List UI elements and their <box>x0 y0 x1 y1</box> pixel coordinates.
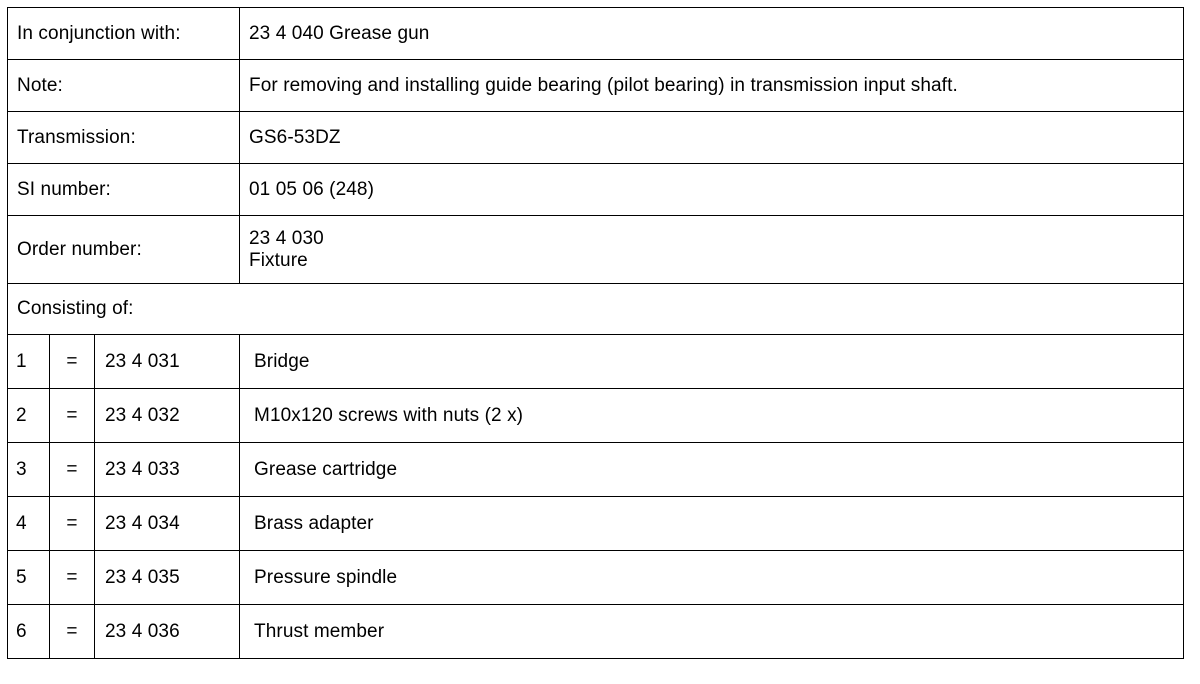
item-number: 5 <box>8 551 50 605</box>
order-number-value: 23 4 030 <box>249 227 324 249</box>
item-separator: = <box>50 335 95 389</box>
item-number: 3 <box>8 443 50 497</box>
table-row <box>8 605 1184 659</box>
tool-spec-table <box>7 7 1184 659</box>
table-row <box>8 335 1184 389</box>
table-row <box>8 551 1184 605</box>
order-name-value: Fixture <box>249 249 308 271</box>
label-si-number: SI number: <box>8 164 240 216</box>
value-si-number: 01 05 06 (248) <box>240 164 1184 216</box>
item-description: Brass adapter <box>240 497 1184 551</box>
row-consisting-of <box>8 284 1184 335</box>
label-order-number: Order number: <box>8 216 240 284</box>
item-part-number: 23 4 032 <box>95 389 240 443</box>
row-transmission <box>8 112 1184 164</box>
table-row <box>8 389 1184 443</box>
item-separator: = <box>50 389 95 443</box>
row-si-number <box>8 164 1184 216</box>
value-note: For removing and installing guide bearing (pilot bearing) in transmission input shaft. <box>240 60 1184 112</box>
item-description: M10x120 screws with nuts (2 x) <box>240 389 1184 443</box>
value-in-conjunction-with: 23 4 040 Grease gun <box>240 8 1184 60</box>
item-part-number: 23 4 031 <box>95 335 240 389</box>
item-description: Pressure spindle <box>240 551 1184 605</box>
item-part-number: 23 4 033 <box>95 443 240 497</box>
item-description: Grease cartridge <box>240 443 1184 497</box>
item-part-number: 23 4 036 <box>95 605 240 659</box>
label-transmission: Transmission: <box>8 112 240 164</box>
item-number: 4 <box>8 497 50 551</box>
label-consisting-of: Consisting of: <box>8 284 1184 335</box>
row-in-conjunction-with <box>8 8 1184 60</box>
label-in-conjunction-with: In conjunction with: <box>8 8 240 60</box>
item-number: 1 <box>8 335 50 389</box>
item-description: Bridge <box>240 335 1184 389</box>
row-order-number <box>8 216 1184 284</box>
item-number: 6 <box>8 605 50 659</box>
item-description: Thrust member <box>240 605 1184 659</box>
value-order-number <box>240 216 1184 284</box>
table-row <box>8 443 1184 497</box>
item-separator: = <box>50 497 95 551</box>
item-separator: = <box>50 443 95 497</box>
label-note: Note: <box>8 60 240 112</box>
item-separator: = <box>50 551 95 605</box>
value-transmission: GS6-53DZ <box>240 112 1184 164</box>
table-row <box>8 497 1184 551</box>
item-number: 2 <box>8 389 50 443</box>
item-part-number: 23 4 034 <box>95 497 240 551</box>
item-part-number: 23 4 035 <box>95 551 240 605</box>
row-note <box>8 60 1184 112</box>
item-separator: = <box>50 605 95 659</box>
